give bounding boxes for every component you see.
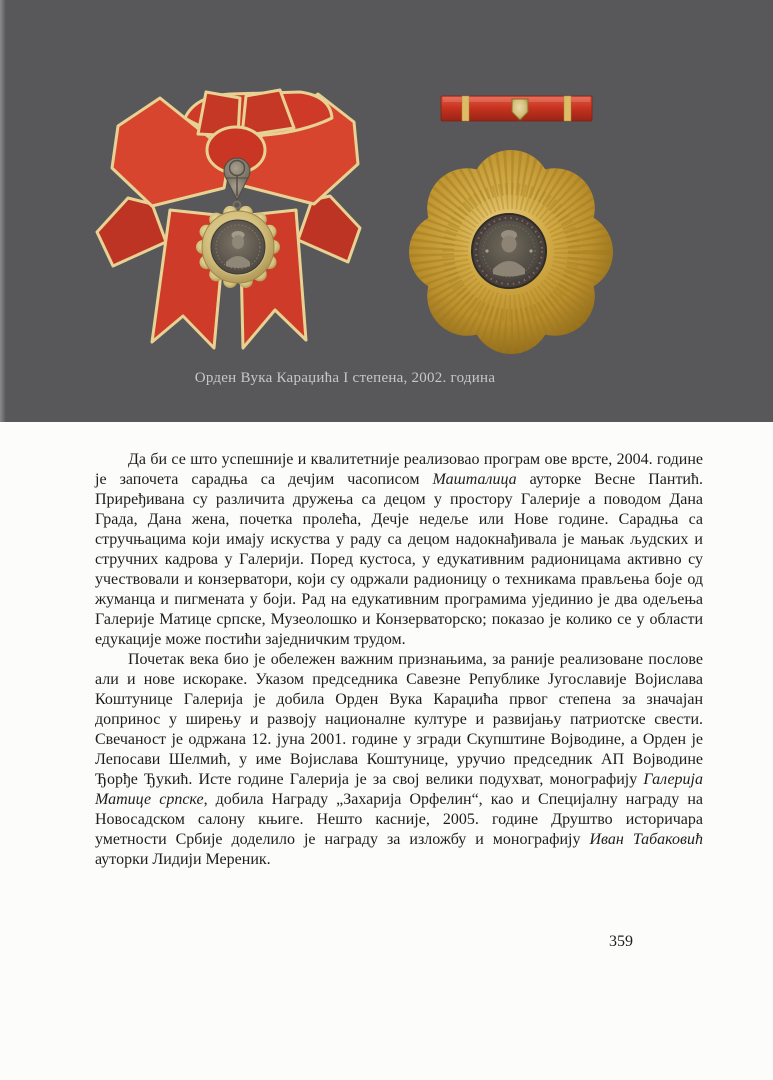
body-text [95, 450, 703, 870]
photo-plate [0, 0, 773, 422]
paragraph: Почетак века био је обележен важним признањима, за раније реализоване послове али и нове искораке. Указом председника Савезне Републике Југославије Војислава Коштунице Галерија је добила Орден Вука Караџића првог степена за значајан допринос у ширењу и развоју националне културе и развијању патриотске свести. Свечаност је одржана 12. јуна 2001. године у згради Скупштине Војводине, а Орден је Лепосави Шелмић, у име Војислава Коштунице, уручио председник АП Војводине Ђорђе Ђукић. Исте године Галерија је за свој велики подухват, монографију Галерија Матице српске, добила Награду „Захарија Орфелин“, као и Специјалну награду на Новосадском салону књиге. Нешто касније, 2005. године Друштво историчара уметности Србије доделило је награду за изложбу и монографију Иван Табаковић ауторки Лидији Мереник. [95, 651, 704, 868]
ribbon-bar [441, 96, 592, 121]
photo-caption: Орден Вука Караџића I степена, 2002. година [194, 370, 496, 386]
medals-photo [0, 0, 773, 422]
breast-star [407, 148, 615, 356]
paragraph: Да би се што успешније и квалитетније реализовао програм ове врсте, 2004. године је започета сарадња са дечјим часописом Машталица ауторке Весне Пантић. Приређивана су различита дружења са децом у простору Галерије а поводом Дана Града, Дана жена, почетка пролећа, Дечје недеље или Нове године. Сарадња са стручњацима који имају искуства у раду са децом надокнађивала је мањак људских и стручних кадрова у Галерији. Поред кустоса, у едукативним радионицама активно су учествовали и конзерватори, који су одржали радионицу о техникама прављења боје од жуманца и пигмената у боји. Рад на едукативним програмима ујединио је два одељења Галерије Матице српске, Музеолошко и Конзерваторско; показао је колико се у области едукације може постићи заједничким трудом. [95, 451, 703, 648]
page-number: 359 [609, 933, 633, 950]
